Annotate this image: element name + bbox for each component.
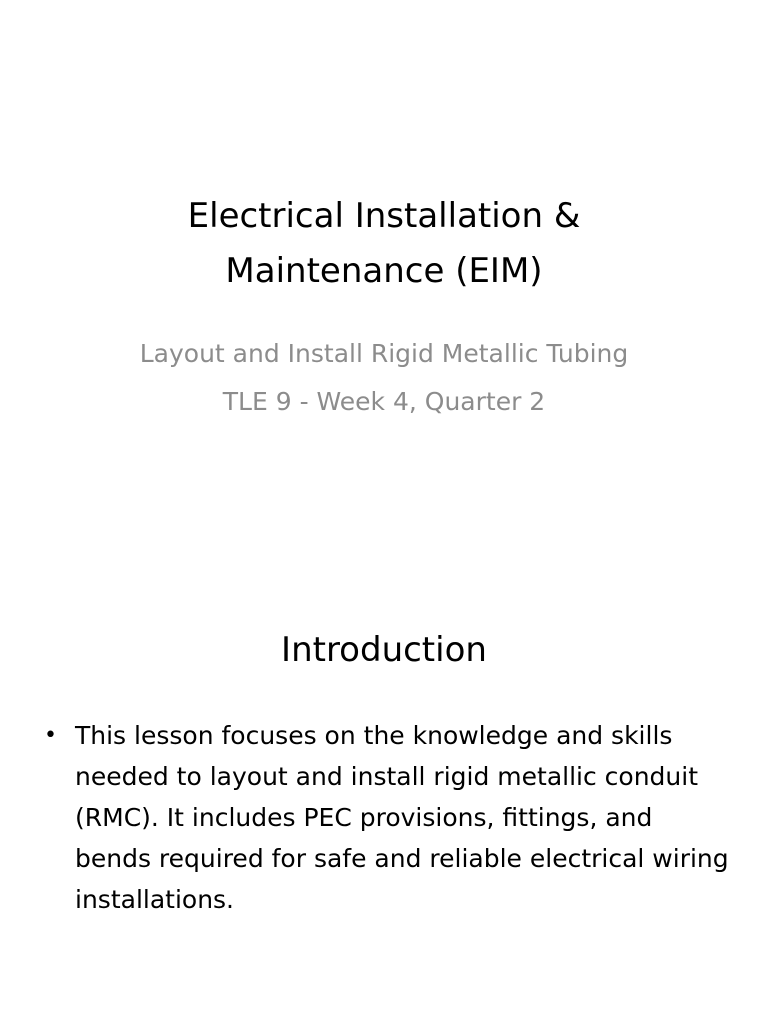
subtitle-block [134, 334, 634, 422]
slide-title: Electrical Installation & Maintenance (EIM) [187, 196, 581, 291]
bullet-list [40, 715, 730, 920]
subtitle-course-week: TLE 9 - Week 4, Quarter 2 [222, 387, 546, 416]
content-slide [0, 512, 768, 1024]
slide-title: Introduction [281, 630, 487, 670]
bullet-icon: • [44, 723, 57, 748]
subtitle-lesson: Layout and Install Rigid Metallic Tubing [139, 339, 629, 368]
list-item [40, 715, 730, 920]
bullet-text: This lesson focuses on the knowledge and skills needed to layout and install rigid metallic conduit (RMC). It includes PEC provisions, fittings, and bends required for safe and reliable electrical wiring installations. [75, 721, 729, 914]
